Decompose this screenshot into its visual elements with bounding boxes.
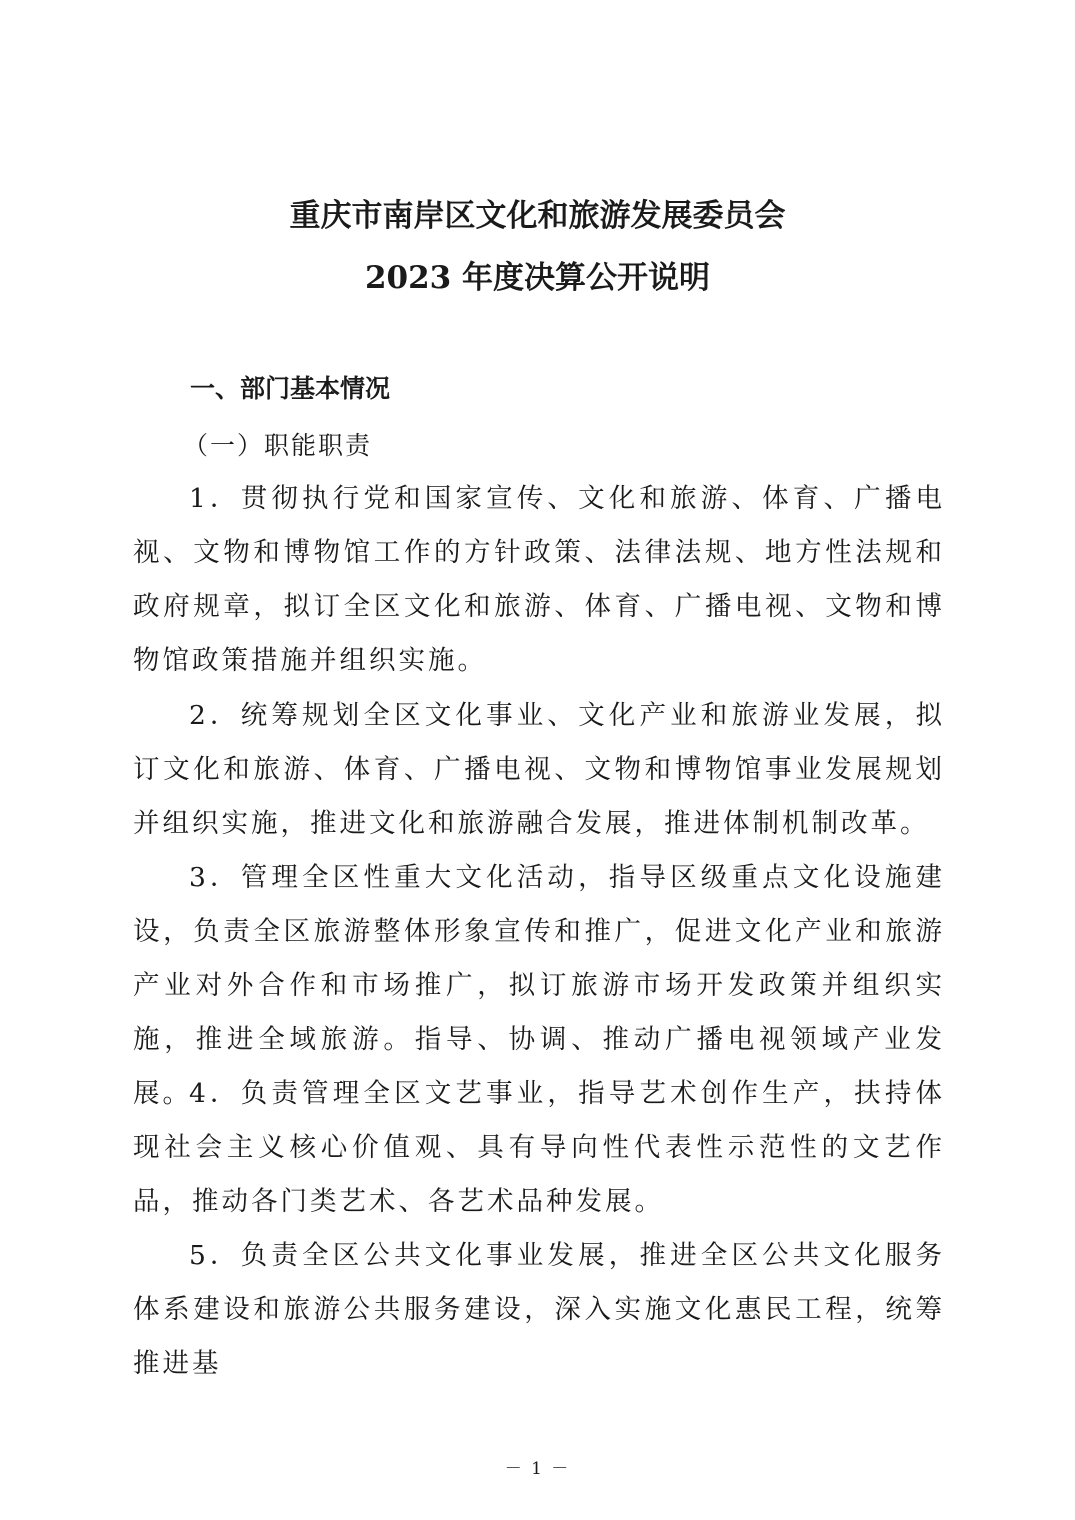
page-number: － 1 － <box>504 1459 571 1479</box>
paragraph-4: 4．负责管理全区文艺事业，指导艺术创作生产，扶持体现社会主义核心价值观、具有导向性代表性示范性的文艺作品，推动各门类艺术、各艺术品种发展。 <box>133 1078 945 1217</box>
paragraph-5: 5．负责全区公共文化事业发展，推进全区公共文化服务体系建设和旅游公共服务建设，深入实施文化惠民工程，统筹推进基 <box>133 1240 945 1379</box>
document-title-line-2: 2023 年度决算公开说明 <box>364 260 711 296</box>
subsection-heading: （一）职能职责 <box>183 431 373 460</box>
paragraph-1: 1．贯彻执行党和国家宣传、文化和旅游、体育、广播电视、文物和博物馆工作的方针政策、法律法规、地方性法规和政府规章，拟订全区文化和旅游、体育、广播电视、文物和博物馆政策措施并组织实施。 <box>133 483 945 676</box>
section-heading: 一、部门基本情况 <box>190 374 391 403</box>
paragraph-2: 2．统筹规划全区文化事业、文化产业和旅游业发展，拟订文化和旅游、体育、广播电视、文物和博物馆事业发展规划并组织实施，推进文化和旅游融合发展，推进体制机制改革。 <box>133 700 945 839</box>
paragraph-3: 3．管理全区性重大文化活动，指导区级重点文化设施建设，负责全区旅游整体形象宣传和推广，促进文化产业和旅游产业对外合作和市场推广，拟订旅游市场开发政策并组织实施，推进全域旅游。指导、协调、推动广播电视领域产业发展。 <box>133 862 945 1109</box>
document-title-line-1: 重庆市南岸区文化和旅游发展委员会 <box>289 198 786 234</box>
